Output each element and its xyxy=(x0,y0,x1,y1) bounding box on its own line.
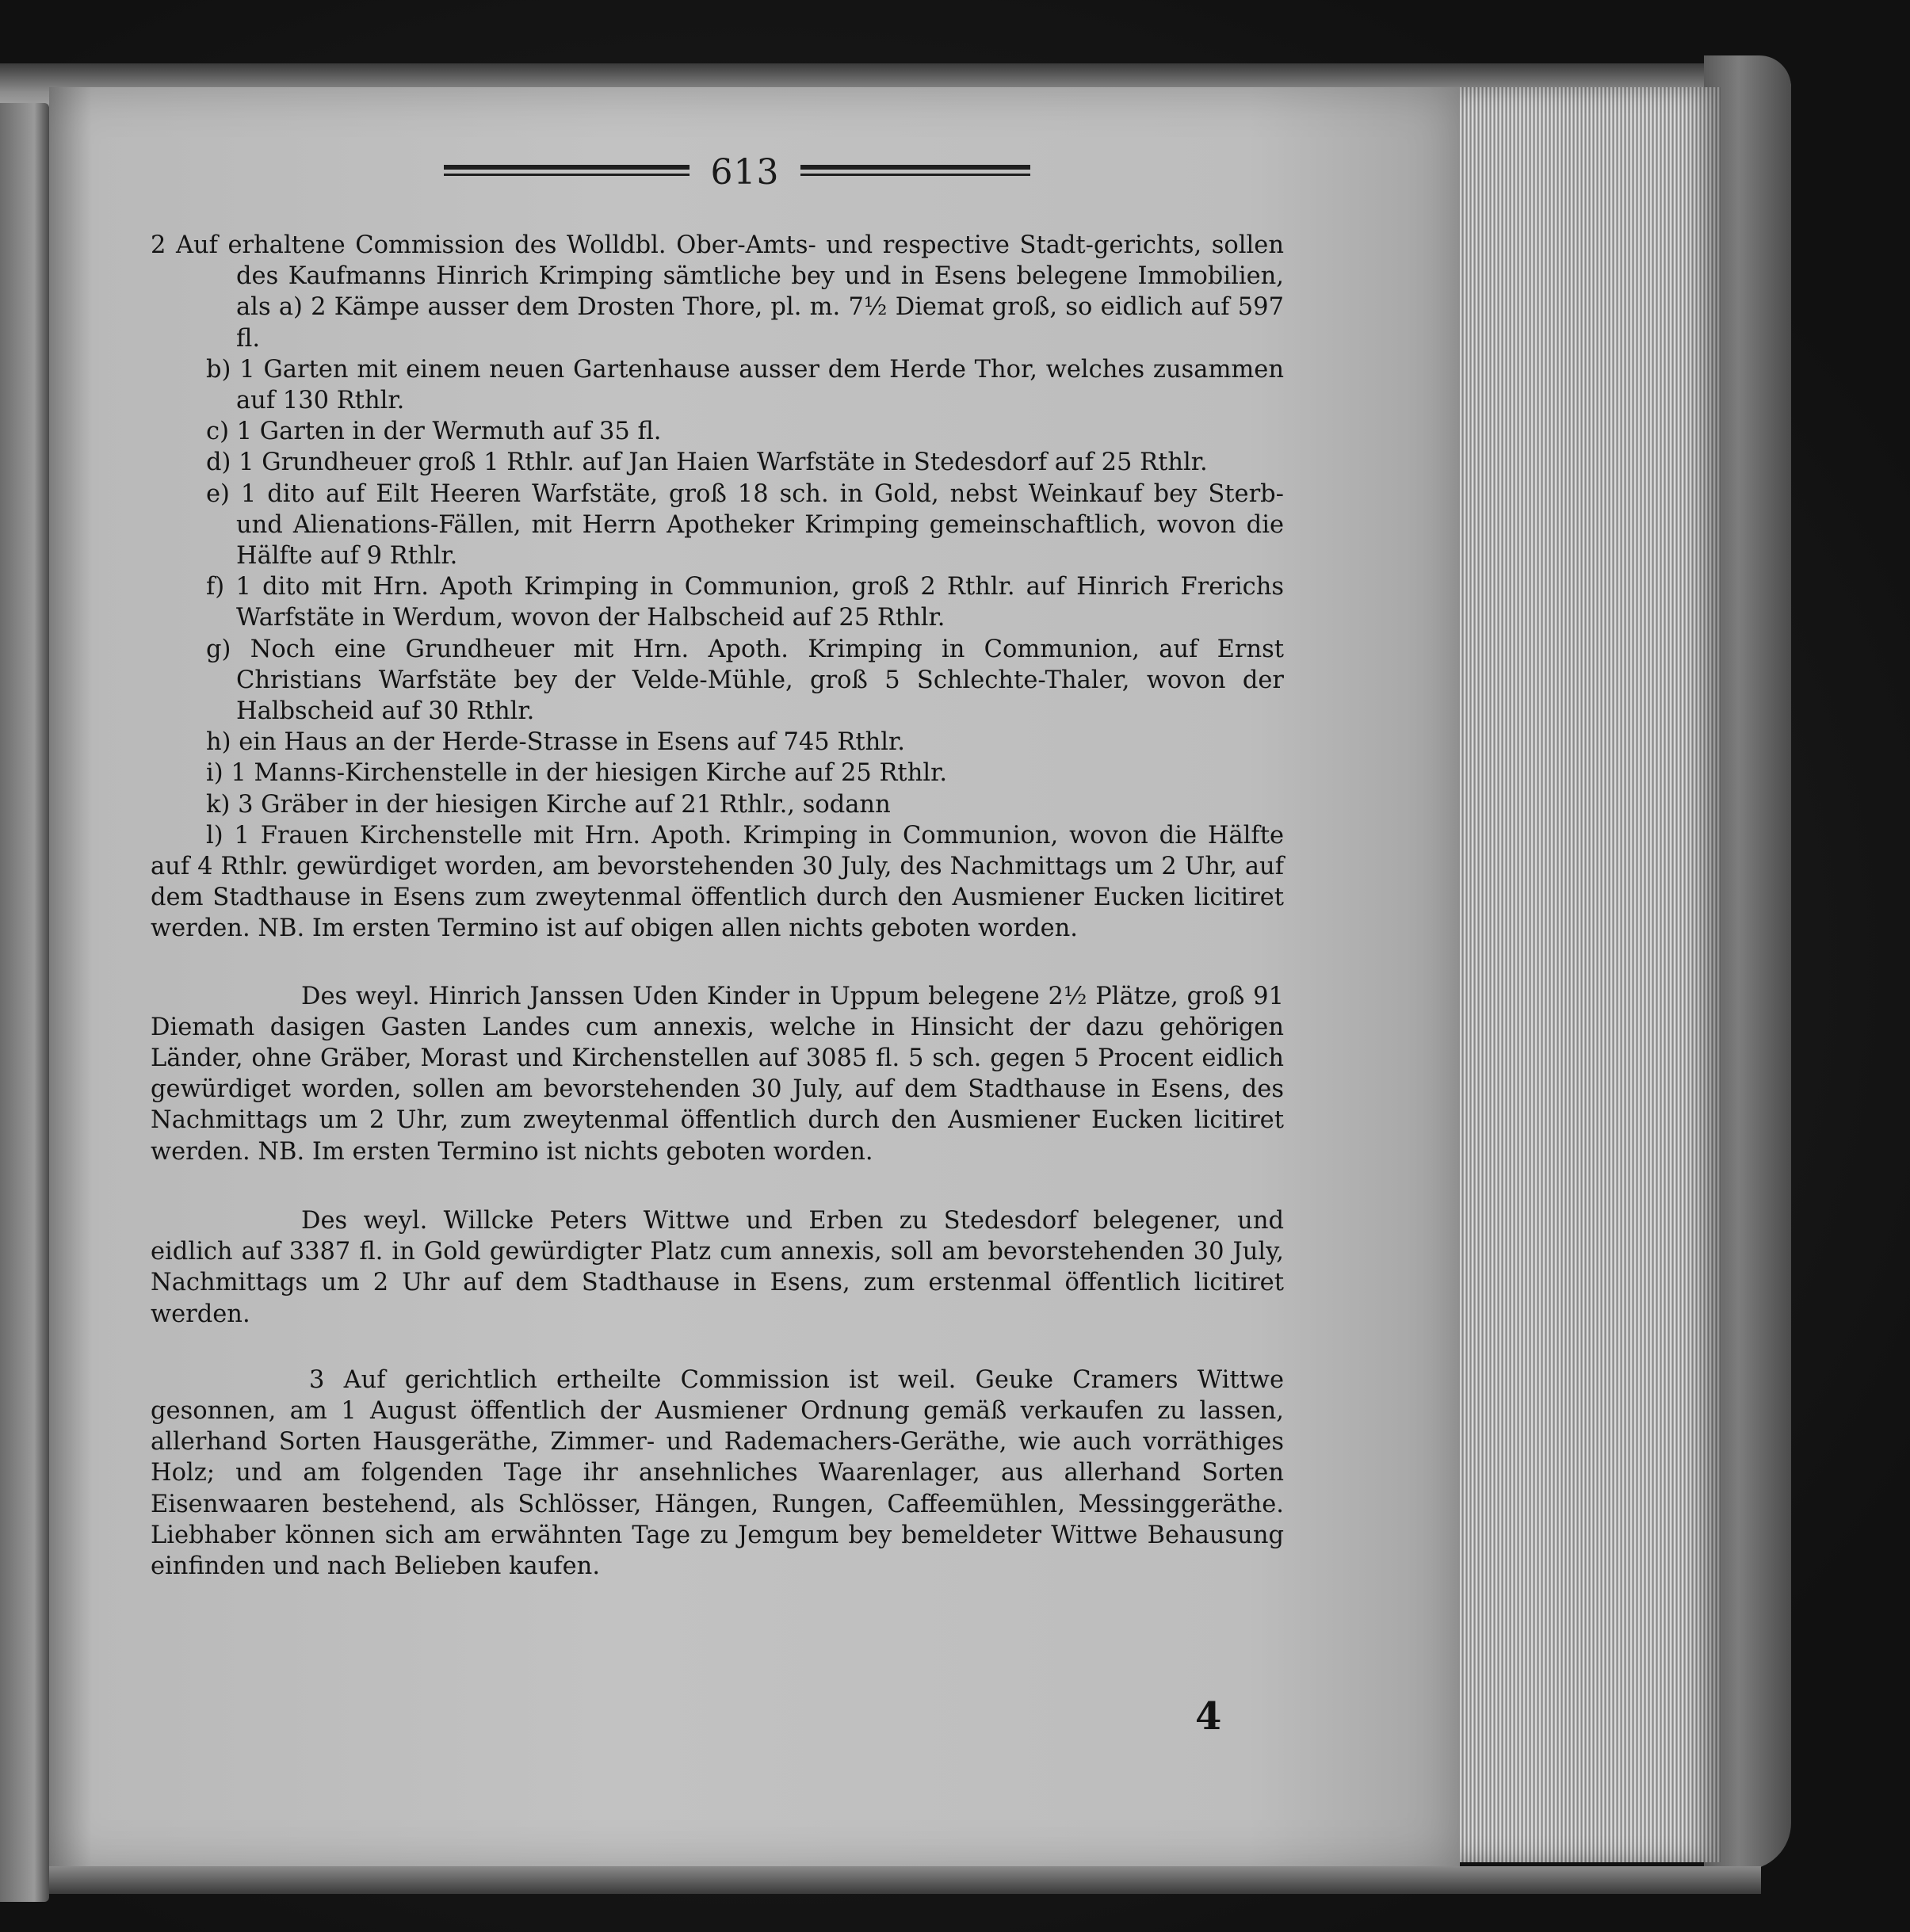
paragraph-willcke-peters: Des weyl. Willcke Peters Wittwe und Erben zu Stedesdorf belegener, und eidlich auf 3387 fl. in Gold gewürdigter Platz cum annexis, soll am bevorstehenden 30 July, Nachmittags um 2 Uhr auf dem Stadthause in Esens, zum erstenmal öffentlich licitiret werden. xyxy=(151,1206,1284,1328)
list-item: b) 1 Garten mit einem neuen Gartenhause ausser dem Herde Thor, welches zusammen auf 130 Rthlr. xyxy=(206,355,1284,415)
header-rule-right xyxy=(800,165,1030,181)
paragraph-cramers-wittwe: 3 Auf gerichtlich ertheilte Commission ist weil. Geuke Cramers Wittwe gesonnen, am 1 August öffentlich der Ausmiener Ordnung gemäß verkaufen zu lassen, allerhand Sorten Hausgeräthe, Zimmer- und Rademachers-Geräthe, wie auch vorräthiges Holz; und am folgenden Tage ihr ansehnliches Waarenlager, aus allerhand Sorten Eisenwaaren bestehend, als Schlösser, Hängen, Rungen, Caffeemühlen, Messinggeräthe. Liebhaber können sich am erwähnten Tage zu Jemgum bey bemeldeter Wittwe Behausung einfinden und nach Belieben kaufen. xyxy=(151,1365,1284,1580)
spacer xyxy=(151,1330,1284,1365)
page-number: 613 xyxy=(710,152,780,193)
list-item-l: l) 1 Frauen Kirchenstelle mit Hrn. Apoth. Krimping in Communion, wovon die Hälfte auf 4 Rthlr. gewürdiget worden, am bevorstehenden 30 July, des Nachmittags um 2 Uhr, auf dem Stadthause in Esens zum zweytenmal öffentlich durch den Ausmiener Eucken licitiret werden. NB. Im ersten Termino ist auf obigen allen nichts geboten worden. xyxy=(151,821,1284,943)
header-rule-left xyxy=(444,165,690,181)
spacer xyxy=(151,1167,1284,1205)
page-body xyxy=(151,230,1284,1582)
list-item: e) 1 dito auf Eilt Heeren Warfstäte, groß 18 sch. in Gold, nebst Weinkauf bey Sterb- und Alienations-Fällen, mit Herrn Apotheker Krimping gemeinschaftlich, wovon die Hälfte auf 9 Rthlr. xyxy=(206,479,1284,571)
list-item: d) 1 Grundheuer groß 1 Rthlr. auf Jan Haien Warfstäte in Stedesdorf auf 25 Rthlr. xyxy=(206,449,1208,477)
list-item: h) ein Haus an der Herde-Strasse in Esens auf 745 Rthlr. xyxy=(206,728,905,757)
left-page-edge xyxy=(0,103,49,1902)
page-header xyxy=(444,152,1030,193)
list-item: k) 3 Gräber in der hiesigen Kirche auf 21 Rthlr., sodann xyxy=(206,790,891,819)
book-bottom-edge xyxy=(49,1866,1761,1894)
catchword: 4 xyxy=(1195,1694,1222,1739)
paragraph-commission-krimping: 2 Auf erhaltene Commission des Wolldbl. Ober-Amts- und respective Stadt-gerichts, sollen des Kaufmanns Hinrich Krimping sämtliche bey und in Esens belegene Immobilien, als a) 2 Kämpe ausser dem Drosten Thore, pl. m. 7½ Diemat groß, so eidlich auf 597 fl. xyxy=(151,231,1284,353)
page-block-edges xyxy=(1460,87,1721,1862)
spacer xyxy=(151,945,1284,981)
immobilien-list xyxy=(151,354,1284,820)
list-item: f) 1 dito mit Hrn. Apoth Krimping in Communion, groß 2 Rthlr. auf Hinrich Frerichs Warfstäte in Werdum, wovon der Halbscheid auf 25 Rthlr. xyxy=(206,573,1284,632)
list-item: c) 1 Garten in der Wermuth auf 35 fl. xyxy=(206,418,662,446)
list-item: g) Noch eine Grundheuer mit Hrn. Apoth. Krimping in Communion, auf Ernst Christians Warfstäte bey der Velde-Mühle, groß 5 Schlechte-Thaler, wovon der Halbscheid auf 30 Rthlr. xyxy=(206,635,1284,726)
list-item: i) 1 Manns-Kirchenstelle in der hiesigen Kirche auf 25 Rthlr. xyxy=(206,759,948,788)
paragraph-janssen-uden: Des weyl. Hinrich Janssen Uden Kinder in Uppum belegene 2½ Plätze, groß 91 Diemath dasigen Gasten Landes cum annexis, welche in Hinsicht der dazu gehörigen Länder, ohne Gräber, Morast und Kirchenstellen auf 3085 fl. 5 sch. gegen 5 Procent eidlich gewürdiget worden, sollen am bevorstehenden 30 July, auf dem Stadthause in Esens, des Nachmittags um 2 Uhr, zum zweytenmal öffentlich durch den Ausmiener Eucken licitiret werden. NB. Im ersten Termino ist nichts geboten worden. xyxy=(151,982,1284,1166)
